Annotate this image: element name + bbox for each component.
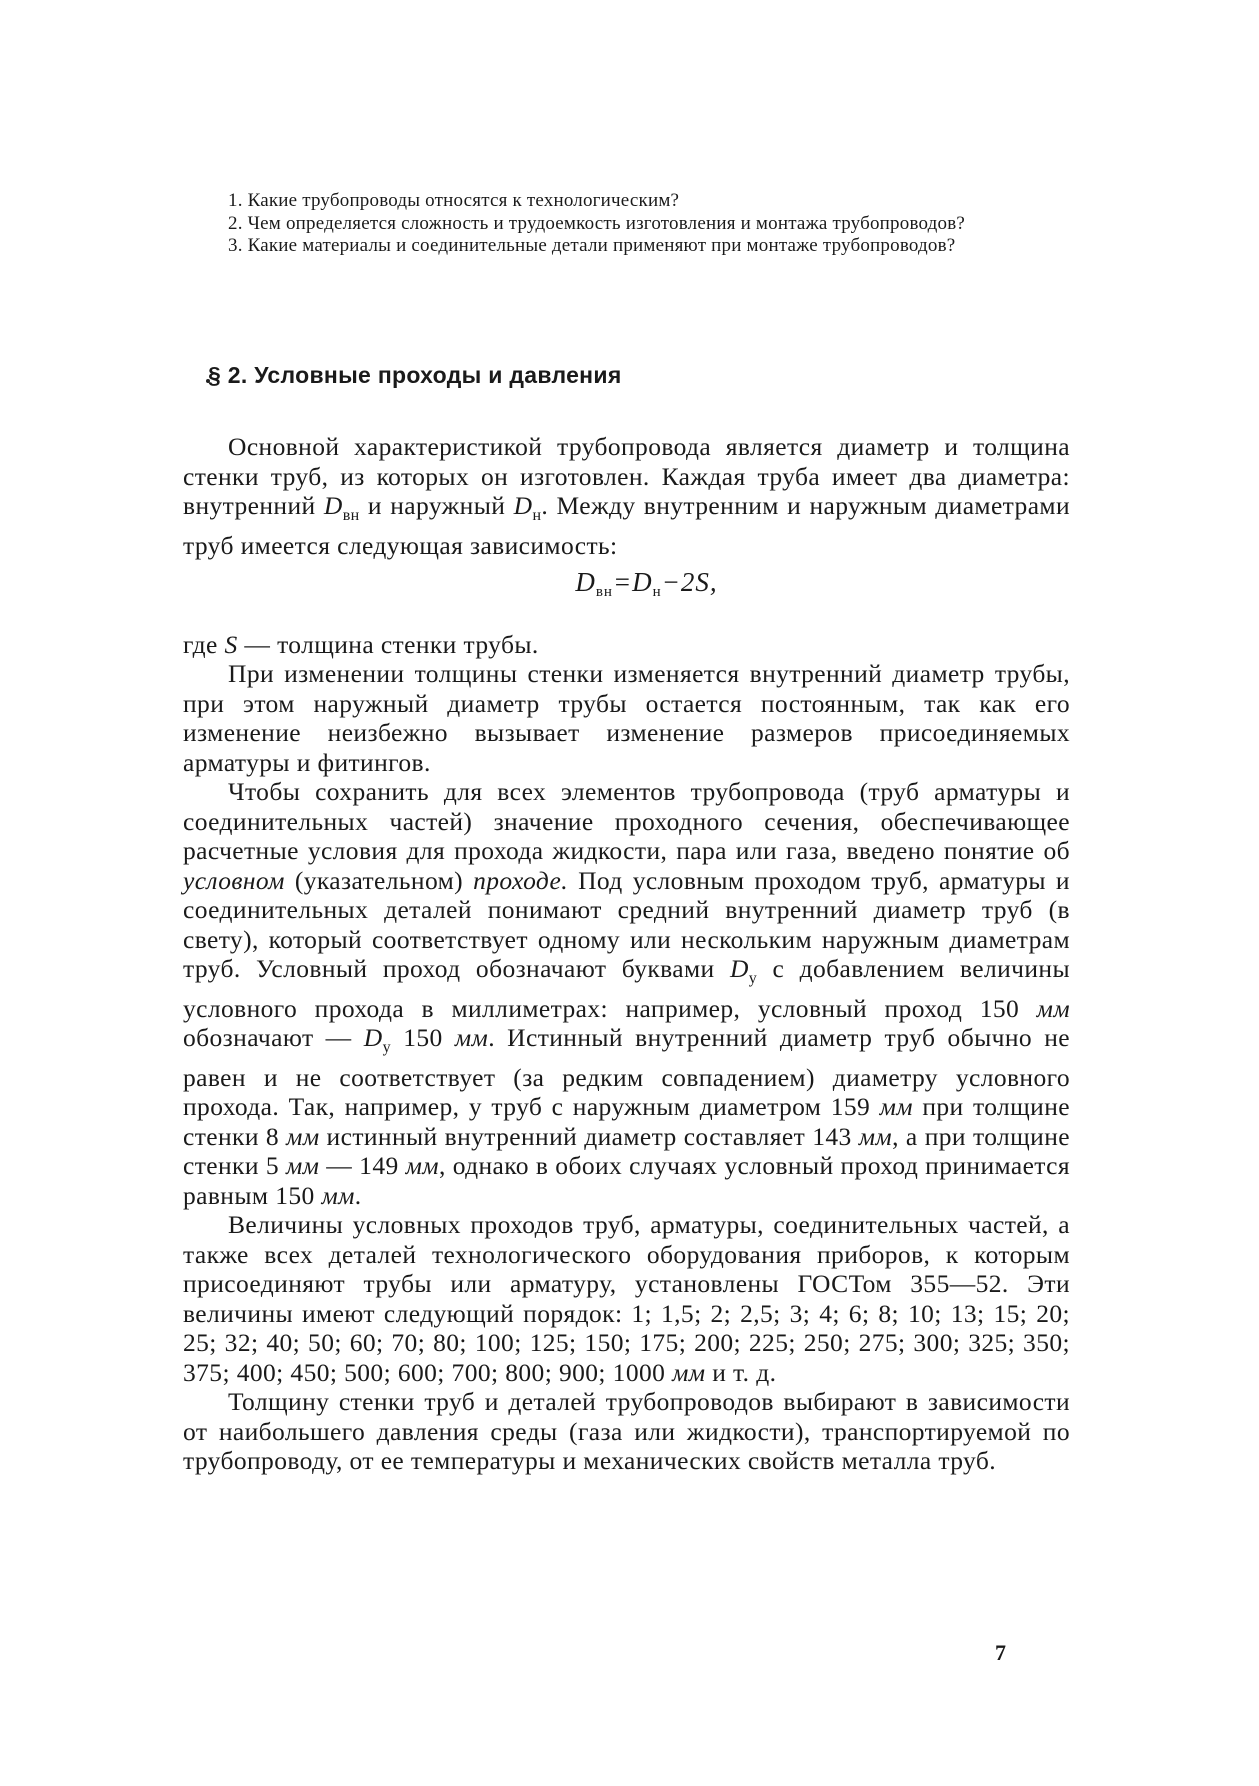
question-2: 2. Чем определяется сложность и трудоемкость изготовления и монтажа трубопроводов? bbox=[228, 212, 966, 234]
formula-diameter: $D_{вн}=D_н-2S$, bbox=[575, 567, 718, 601]
body-text bbox=[183, 432, 1070, 1476]
page-number: 7 bbox=[995, 1640, 1006, 1665]
paragraph-6: Толщину стенки труб и деталей трубопроводов выбирают в зависимости от наибольшего давления среды (газа или жидкости), транспортируемой по трубопроводу, от ее температуры и механических свойств металла труб. bbox=[183, 1387, 1070, 1476]
section-heading: § 2. Условные проходы и давления bbox=[208, 362, 622, 388]
review-questions bbox=[183, 190, 1070, 258]
question-1: 1. Какие трубопроводы относятся к технологическим? bbox=[228, 190, 680, 211]
paragraph-4: Чтобы сохранить для всех элементов трубопровода (труб арматуры и соединительных частей) значение проходного сечения, обеспечивающее расчетные условия для прохода жидкости, пара или газа, введено понятие об условном (указательном) проходе. Под условным проходом труб, арматуры и соединительных деталей понимают средний внутренний диаметр труб (в свету), который соответствует одному или нескольким наружным диаметрам труб. Условный проход обозначают буквами $D_у$ с добавлением величины условного прохода в миллиметрах: например, условный проход 150 мм обозначают — $D_у$ 150 мм. Истинный внутренний диаметр труб обычно не равен и не соответствует (за редким совпадением) диаметру условного прохода. Так, например, у труб с наружным диаметром 159 мм при толщине стенки 8 мм истинный внутренний диаметр составляет 143 мм, а при толщине стенки 5 мм — 149 мм, однако в обоих случаях условный проход принимается равным 150 мм. bbox=[183, 777, 1071, 1210]
paragraph-3: При изменении толщины стенки изменяется внутренний диаметр трубы, при этом наружный диаметр трубы остается постоянным, так как его изменение неизбежно вызывает изменение размеров присоединяемых арматуры и фитингов. bbox=[183, 659, 1070, 777]
paragraph-1: Основной характеристикой трубопровода является диаметр и толщина стенки труб, из которых он изготовлен. Каждая труба имеет два диаметра: внутренний $D_{вн}$ и наружный $D_н$. Между внутренним и наружным диаметрами труб имеется следующая зависимость: bbox=[183, 432, 1070, 560]
question-3: 3. Какие материалы и соединительные детали применяют при монтаже трубопроводов? bbox=[228, 235, 956, 256]
paragraph-5: Величины условных проходов труб, арматуры, соединительных частей, а также всех деталей технологического оборудования приборов, к которым присоединяют трубы или арматуру, установлены ГОСТом 355—52. Эти величины имеют следующий порядок: 1; 1,5; 2; 2,5; 3; 4; 6; 8; 10; 13; 15; 20; 25; 32; 40; 50; 60; 70; 80; 100; 125; 150; 175; 200; 225; 250; 275; 300; 325; 350; 375; 400; 450; 500; 600; 700; 800; 900; 1000 мм и т. д. bbox=[183, 1210, 1070, 1387]
paragraph-2: где S — толщина стенки трубы. bbox=[183, 629, 539, 659]
